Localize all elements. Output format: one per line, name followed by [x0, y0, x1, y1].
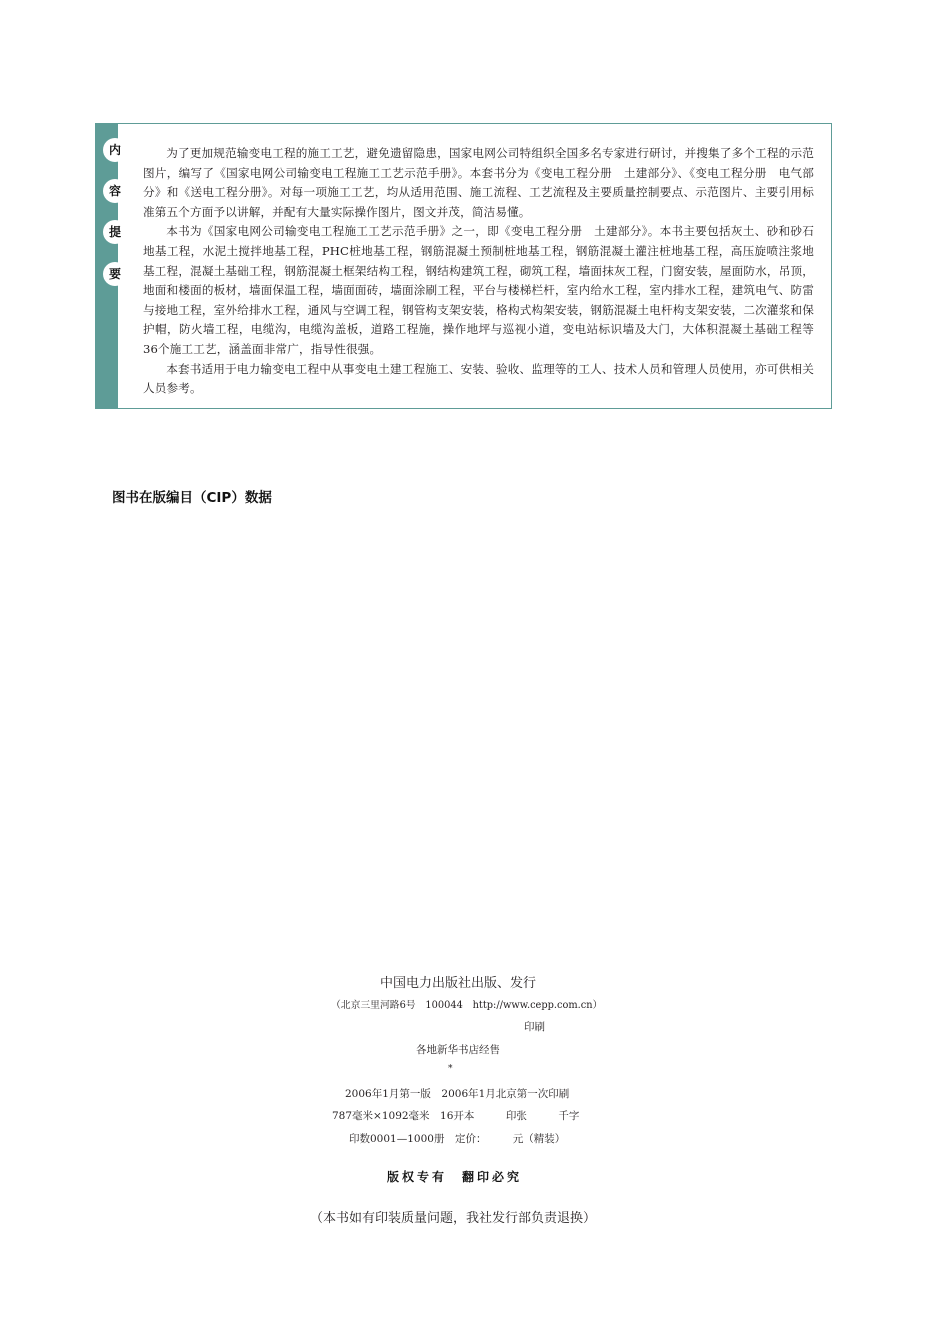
summary-tab-char: 内 — [103, 138, 127, 162]
printer-line: 印刷 — [524, 1021, 545, 1033]
summary-tab-char: 容 — [103, 179, 127, 203]
edition-line: 2006年1月第一版 2006年1月北京第一次印刷 — [345, 1088, 570, 1100]
summary-text — [143, 144, 814, 399]
return-notice: （本书如有印装质量问题，我社发行部负责退换） — [310, 1211, 597, 1226]
summary-paragraph: 本套书适用于电力输变电工程中从事变电土建工程施工、安装、验收、监理等的工人、技术人员和管理人员使用，亦可供相关人员参考。 — [143, 361, 814, 396]
cip-heading: 图书在版编目（CIP）数据 — [112, 490, 272, 506]
summary-paragraph: 为了更加规范输变电工程的施工工艺，避免遗留隐患，国家电网公司特组织全国多名专家进行研讨，并搜集了多个工程的示范图片，编写了《国家电网公司输变电工程施工工艺示范手册》。本套书分为《变电工程分册 土建部分》、《变电工程分册 电气部分》和《送电工程分册》。对每一项施工工艺，均从适用范围、施工流程、工艺流程及主要质量控制要点、示范图片、主要引用标准第五个方面予以讲解，并配有大量实际操作图片，图文并茂，简洁易懂。 — [143, 146, 814, 219]
summary-tab-char: 要 — [103, 262, 127, 286]
format-line: 787毫米×1092毫米 16开本 印张 千字 — [332, 1110, 580, 1122]
publisher-line: 中国电力出版社出版、发行 — [380, 976, 537, 991]
summary-tab-char: 提 — [103, 220, 127, 244]
copyright-notice: 版权专有 翻印必究 — [387, 1170, 523, 1184]
distributor-line: 各地新华书店经售 — [416, 1044, 500, 1056]
summary-paragraph: 本书为《国家电网公司输变电工程施工工艺示范手册》之一，即《变电工程分册 土建部分》。本书主要包括灰土、砂和砂石地基工程，水泥土搅拌地基工程，PHC桩地基工程，钢筋混凝土预制桩地基工程，钢筋混凝土灌注桩地基工程，高压旋喷注浆地基工程，混凝土基础工程，钢筋混凝土框架结构工程，钢结构建筑工程，砌筑工程，墙面抹灰工程，门窗安装，屋面防水，吊顶，地面和楼面的板材，墙面保温工程，墙面面砖，墙面涂刷工程，平台与楼梯栏杆，室内给水工程，室内排水工程，建筑电气、防雷与接地工程，室外给排水工程，通风与空调工程，钢管构支架安装，格构式构架安装，钢筋混凝土电杆构支架安装，二次灌浆和保护帽，防火墙工程，电缆沟，电缆沟盖板，道路工程施，操作地坪与巡视小道，变电站标识墙及大门，大体积混凝土基础工程等36个施工工艺，涵盖面非常广，指导性很强。 — [143, 224, 814, 356]
separator-asterisk: * — [448, 1064, 453, 1074]
address-line: （北京三里河路6号 100044 http://www.cepp.com.cn） — [331, 1000, 603, 1011]
print-run-line: 印数0001—1000册 定价： 元（精装） — [349, 1133, 566, 1145]
content-summary-box — [95, 123, 832, 409]
